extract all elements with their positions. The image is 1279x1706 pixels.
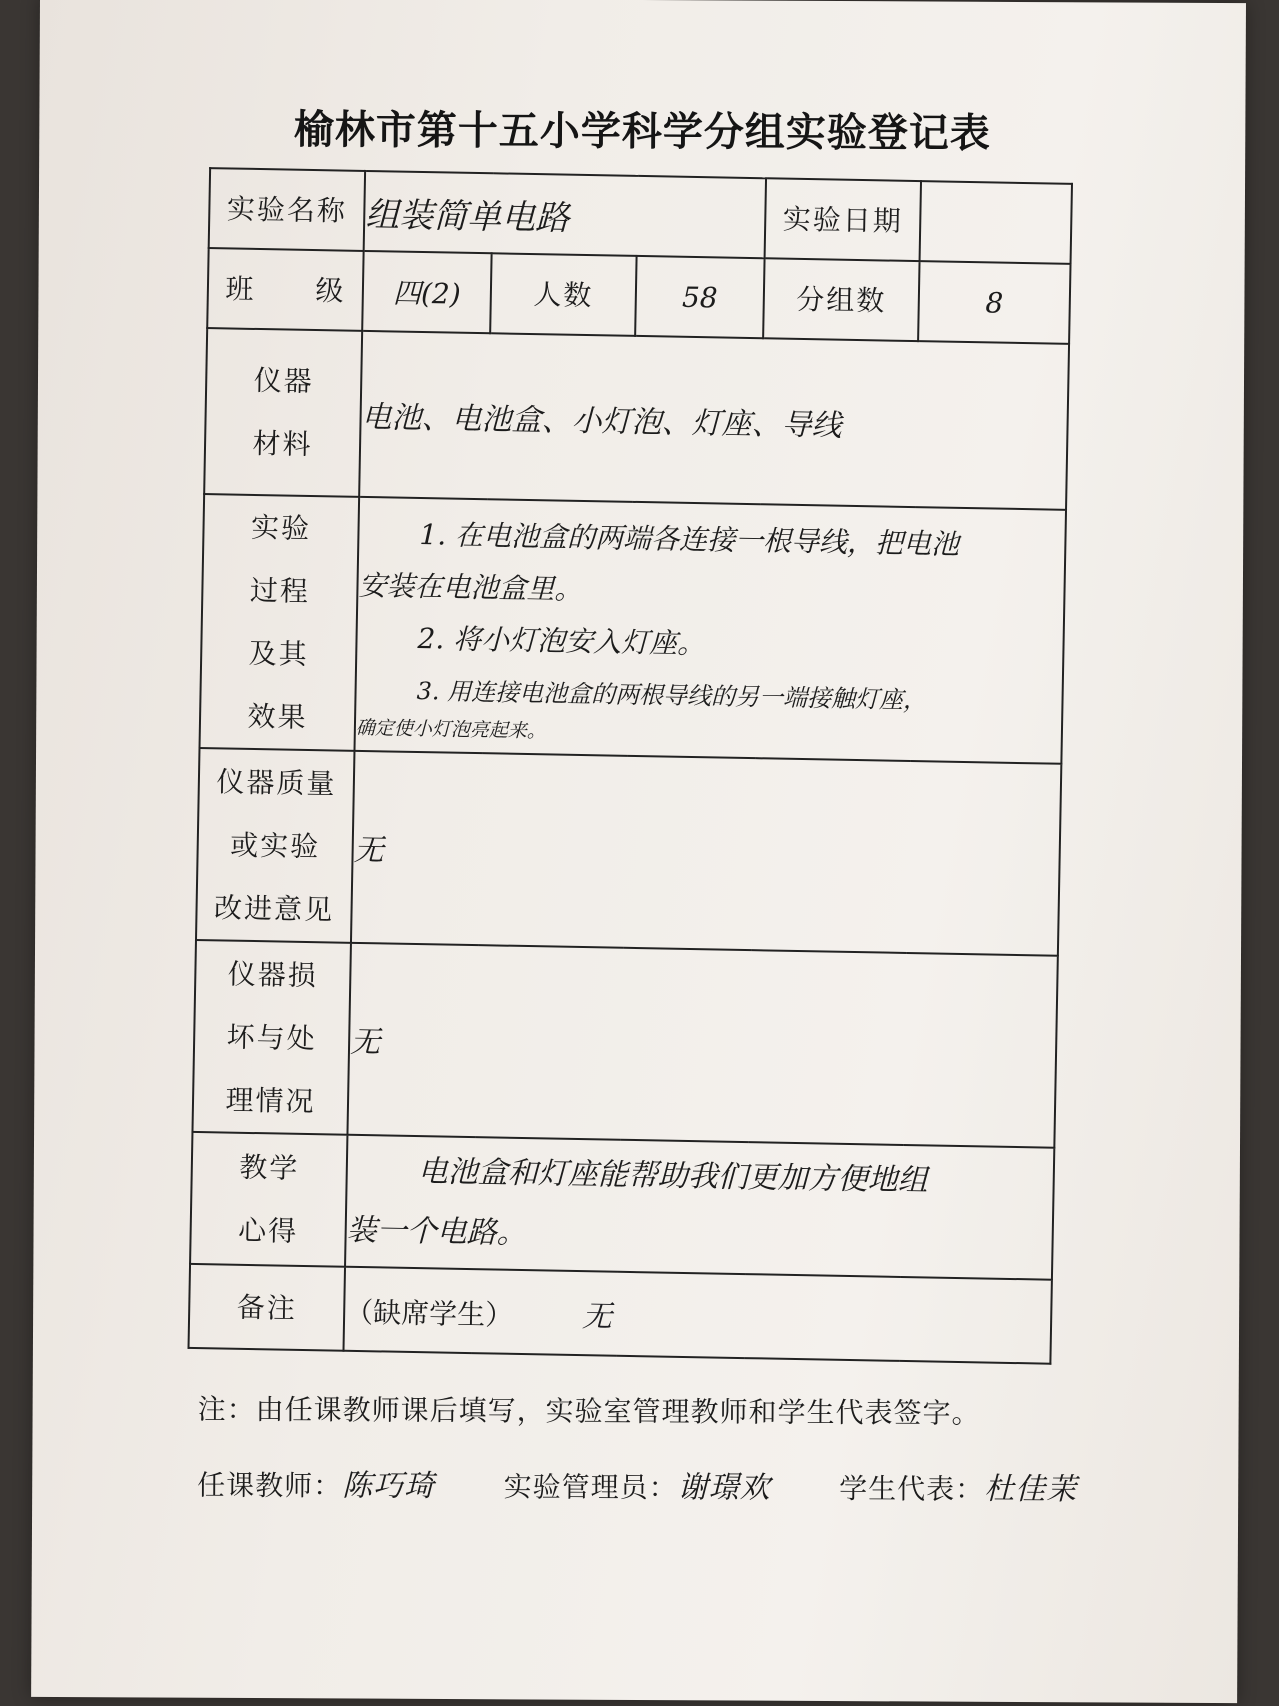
process-step-line: 确定使小灯泡亮起来。 <box>355 716 547 743</box>
admin-name: 谢璟欢 <box>677 1470 771 1506</box>
label-materials-line: 仪器 <box>253 363 315 399</box>
label-damage-line: 坏与处 <box>226 1020 318 1055</box>
value-damage: 无 <box>347 943 1057 1148</box>
form-title: 榆林市第十五小学科学分组实验登记表 <box>293 106 991 157</box>
teacher-signature <box>197 1460 435 1505</box>
value-materials: 电池、电池盒、小灯泡、灯座、导线 <box>359 331 1069 510</box>
row-quality <box>196 748 1061 956</box>
label-materials <box>204 328 362 497</box>
process-step-line: 2. 将小灯泡安入灯座。 <box>417 621 706 661</box>
value-reflection <box>345 1135 1054 1280</box>
label-damage-line: 理情况 <box>225 1083 316 1118</box>
label-reflection-line: 教学 <box>239 1150 300 1185</box>
value-quality: 无 <box>351 751 1061 956</box>
student-signature <box>839 1463 1077 1508</box>
value-process <box>354 497 1066 764</box>
signature-row <box>197 1460 1077 1509</box>
value-experiment-name: 组装简单电路 <box>364 171 766 258</box>
student-label: 学生代表： <box>839 1472 985 1506</box>
value-remarks <box>343 1267 1051 1364</box>
reflection-line: 装一个电路。 <box>346 1212 527 1252</box>
label-group-count: 分组数 <box>763 258 919 341</box>
student-name: 杜佳茉 <box>984 1471 1078 1508</box>
value-experiment-date <box>920 181 1072 264</box>
teacher-label: 任课教师： <box>197 1468 343 1503</box>
process-step-line: 安装在电池盒里。 <box>358 568 583 606</box>
label-quality-line: 仪器质量 <box>216 764 337 801</box>
label-people-count: 人数 <box>490 253 636 336</box>
absent-students-label: （缺席学生） <box>344 1295 514 1332</box>
label-process <box>200 494 360 751</box>
label-reflection-line: 心得 <box>237 1213 299 1248</box>
paper-sheet <box>31 0 1246 1703</box>
label-process-line: 实验 <box>250 510 312 546</box>
row-materials <box>204 328 1069 510</box>
footer-note: 注：由任课教师课后填写，实验室管理教师和学生代表签字。 <box>197 1392 981 1430</box>
label-quality-line: 改进意见 <box>213 890 335 926</box>
absent-students-value: 无 <box>581 1299 613 1335</box>
label-process-line: 效果 <box>247 699 308 734</box>
value-class: 四(2) <box>362 251 491 333</box>
label-quality-line: 或实验 <box>229 828 321 863</box>
label-damage <box>192 940 350 1135</box>
label-damage-line: 仪器损 <box>227 957 319 992</box>
label-quality <box>196 748 354 943</box>
label-process-line: 过程 <box>249 573 311 608</box>
row-process <box>200 494 1067 764</box>
label-process-line: 及其 <box>248 636 310 671</box>
label-remarks: 备注 <box>189 1264 346 1351</box>
row-remarks <box>189 1264 1052 1364</box>
admin-signature <box>504 1461 771 1506</box>
admin-label: 实验管理员： <box>503 1470 678 1505</box>
label-experiment-name: 实验名称 <box>209 168 365 251</box>
process-step-line: 3. 用连接电池盒的两根导线的另一端接触灯座， <box>416 676 928 715</box>
label-experiment-date: 实验日期 <box>765 178 921 261</box>
label-reflection <box>190 1132 347 1267</box>
label-materials-line: 材料 <box>252 426 313 462</box>
teacher-name: 陈巧琦 <box>342 1468 436 1504</box>
reflection-line: 电池盒和灯座能帮助我们更加方便地组 <box>417 1154 929 1199</box>
value-group-count: 8 <box>918 261 1070 344</box>
row-damage <box>192 940 1057 1148</box>
registration-table <box>187 167 1073 1365</box>
row-reflection <box>190 1132 1054 1280</box>
process-step-line: 1. 在电池盒的两端各连接一根导线，把电池 <box>419 517 960 561</box>
value-people-count: 58 <box>635 256 764 338</box>
label-class: 班 级 <box>207 248 363 331</box>
